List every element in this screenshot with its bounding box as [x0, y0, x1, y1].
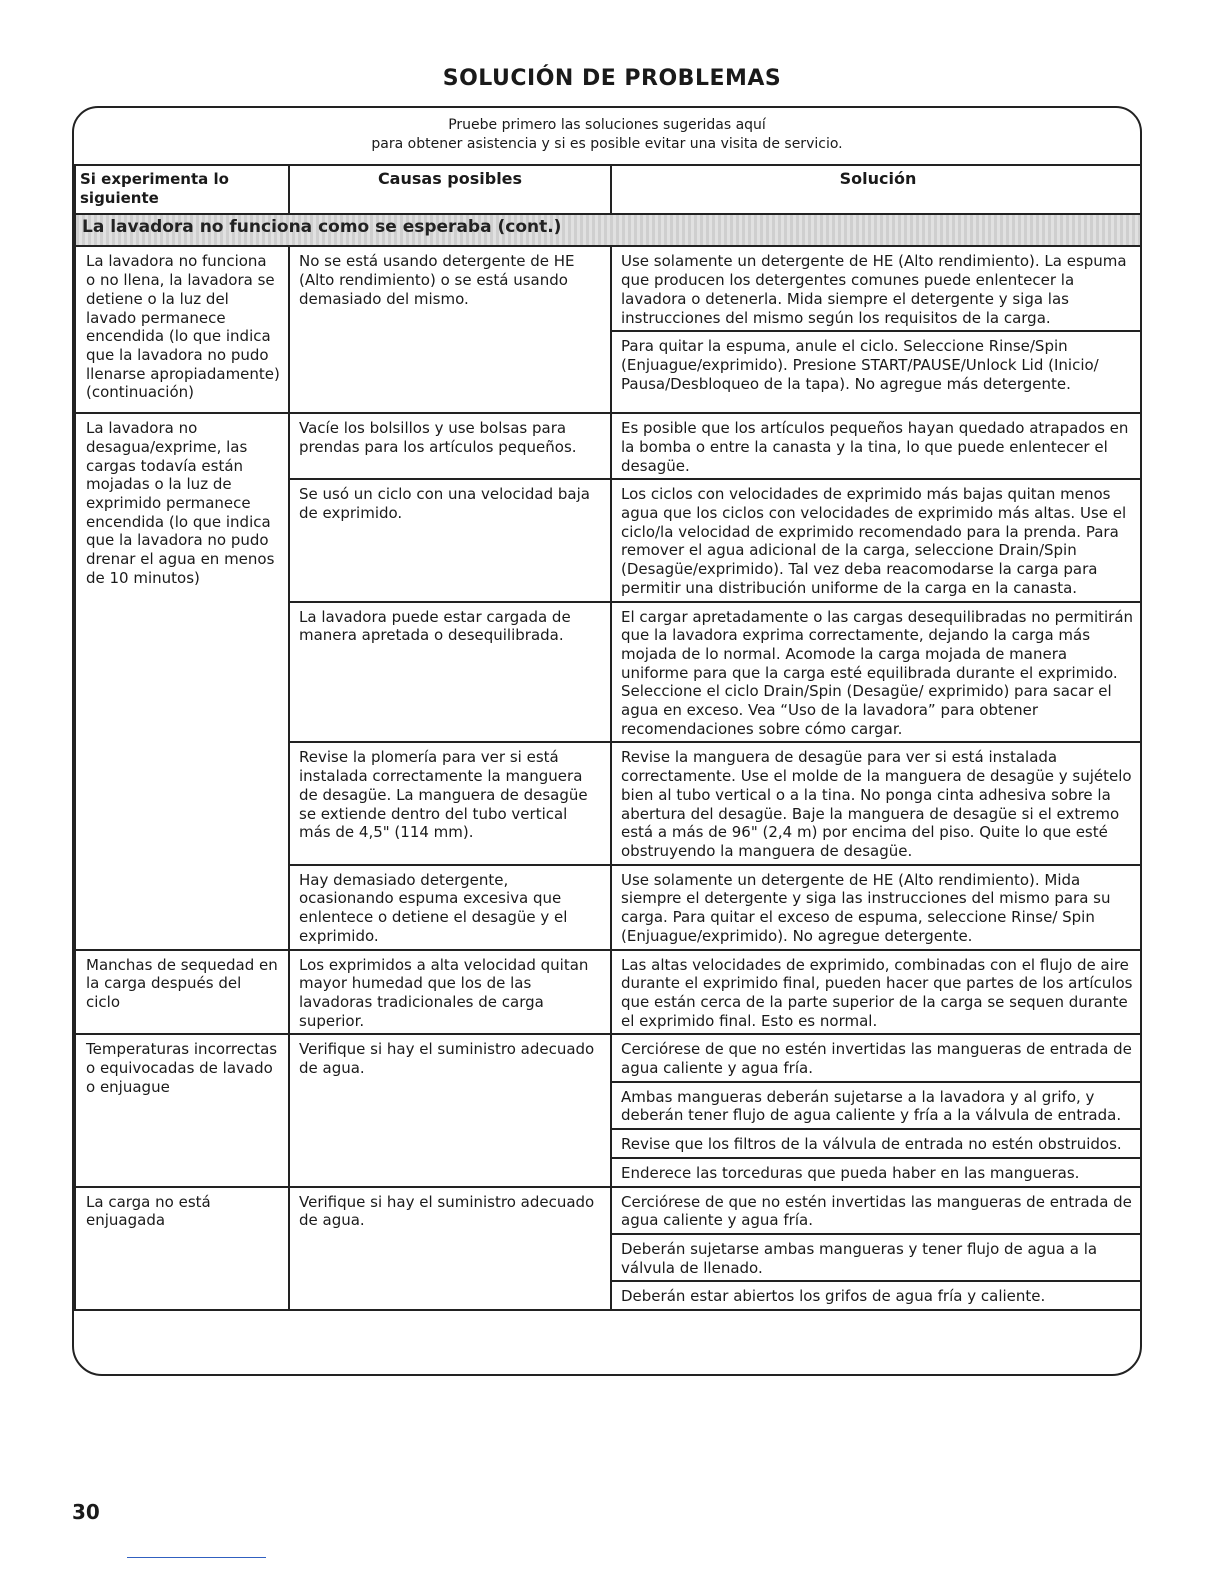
table-row	[75, 246, 1142, 331]
solution-cell: Los ciclos con velocidades de exprimido más bajas quitan menos agua que los ciclos con velocidades de exprimido más altas. Use el ciclo/la velocidad de exprimido recomendado para la prenda. Para remover el agua adicional de la carga, seleccione Drain/Spin (Desagüe/exprimido). Tal vez deba reacomodarse la carga para permitir una distribución uniforme de la carga en la canasta.	[611, 479, 1142, 601]
problem-cell: Temperaturas incorrectas o equivocadas de lavado o enjuague	[75, 1034, 289, 1186]
solution-cell: El cargar apretadamente o las cargas desequilibradas no permitirán que la lavadora exprima correctamente, dejando la carga más mojada de lo normal. Acomode la carga mojada de manera uniforme para que la carga esté equilibrada durante el exprimido. Seleccione el ciclo Drain/Spin (Desagüe/ exprimido) para sacar el agua en exceso. Vea “Uso de la lavadora” para obtener recomendaciones sobre cómo cargar.	[611, 602, 1142, 743]
solution-cell: Es posible que los artículos pequeños hayan quedado atrapados en la bomba o entre la canasta y la tina, lo que puede enlentecer el desagüe.	[611, 413, 1142, 479]
cause-cell: Hay demasiado detergente, ocasionando espuma excesiva que enlentece o detiene el desagüe y el exprimido.	[289, 865, 611, 950]
solution-cell: Cerciórese de que no estén invertidas las mangueras de entrada de agua caliente y agua fría.	[611, 1034, 1142, 1081]
troubleshooting-panel	[72, 106, 1142, 1376]
section-row	[75, 214, 1142, 246]
troubleshooting-table	[74, 164, 1142, 1311]
table-row	[75, 1034, 1142, 1081]
problem-cell: La lavadora no funciona o no llena, la lavadora se detiene o la luz del lavado permanece encendida (lo que indica que la lavadora no pudo llenarse apropiadamente) (continuación)	[75, 246, 289, 413]
page-number: 30	[72, 1500, 100, 1524]
cause-cell: Vacíe los bolsillos y use bolsas para prendas para los artículos pequeños.	[289, 413, 611, 479]
header-row	[75, 165, 1142, 214]
table-row	[75, 413, 1142, 479]
header-causes: Causas posibles	[289, 165, 611, 214]
solution-cell: Las altas velocidades de exprimido, combinadas con el flujo de aire durante el exprimido final, pueden hacer que partes de los artículos que están cerca de la parte superior de la carga se sequen durante el exprimido final. Esto es normal.	[611, 950, 1142, 1035]
cause-cell: Se usó un ciclo con una velocidad baja de exprimido.	[289, 479, 611, 601]
intro-line-2: para obtener asistencia y si es posible evitar una visita de servicio.	[371, 136, 843, 152]
solution-cell: Use solamente un detergente de HE (Alto rendimiento). Mida siempre el detergente y siga las instrucciones del mismo para su carga. Para quitar el exceso de espuma, seleccione Rinse/ Spin (Enjuague/exprimido). No agregue detergente.	[611, 865, 1142, 950]
header-solution: Solución	[611, 165, 1142, 214]
solution-cell: Ambas mangueras deberán sujetarse a la lavadora y al grifo, y deberán tener flujo de agua caliente y fría a la válvula de entrada.	[611, 1082, 1142, 1129]
cause-cell: Verifique si hay el suministro adecuado de agua.	[289, 1187, 611, 1311]
cause-cell: Revise la plomería para ver si está instalada correctamente la manguera de desagüe. La manguera de desagüe se extiende dentro del tubo vertical más de 4,5" (114 mm).	[289, 742, 611, 864]
cause-cell: La lavadora puede estar cargada de manera apretada o desequilibrada.	[289, 602, 611, 743]
problem-cell: Manchas de sequedad en la carga después del ciclo	[75, 950, 289, 1035]
intro-text	[74, 116, 1140, 154]
solution-cell: Cerciórese de que no estén invertidas las mangueras de entrada de agua caliente y agua fría.	[611, 1187, 1142, 1234]
header-problem: Si experimenta lo siguiente	[75, 165, 289, 214]
cause-cell: No se está usando detergente de HE (Alto rendimiento) o se está usando demasiado del mismo.	[289, 246, 611, 413]
problem-cell: La carga no está enjuagada	[75, 1187, 289, 1311]
problem-cell: La lavadora no desagua/exprime, las cargas todavía están mojadas o la luz de exprimido permanece encendida (lo que indica que la lavadora no pudo drenar el agua en menos de 10 minutos)	[75, 413, 289, 949]
table-row	[75, 950, 1142, 1035]
section-title: La lavadora no funciona como se esperaba (cont.)	[75, 214, 1142, 246]
intro-line-1: Pruebe primero las soluciones sugeridas aquí	[448, 117, 766, 133]
solution-cell: Revise que los filtros de la válvula de entrada no estén obstruidos.	[611, 1129, 1142, 1158]
footer-rule	[127, 1557, 266, 1558]
solution-cell: Use solamente un detergente de HE (Alto rendimiento). La espuma que producen los detergentes comunes puede enlentecer la lavadora o detenerla. Mida siempre el detergente y siga las instrucciones del mismo según los requisitos de la carga.	[611, 246, 1142, 331]
solution-cell: Enderece las torceduras que pueda haber en las mangueras.	[611, 1158, 1142, 1187]
solution-cell: Deberán sujetarse ambas mangueras y tener flujo de agua a la válvula de llenado.	[611, 1234, 1142, 1281]
solution-cell: Deberán estar abiertos los grifos de agua fría y caliente.	[611, 1281, 1142, 1310]
cause-cell: Los exprimidos a alta velocidad quitan mayor humedad que los de las lavadoras tradicionales de carga superior.	[289, 950, 611, 1035]
solution-cell: Para quitar la espuma, anule el ciclo. Seleccione Rinse/Spin (Enjuague/exprimido). Presione START/PAUSE/Unlock Lid (Inicio/ Pausa/Desbloqueo de la tapa). No agregue más detergente.	[611, 331, 1142, 413]
page-title: SOLUCIÓN DE PROBLEMAS	[442, 66, 782, 91]
cause-cell: Verifique si hay el suministro adecuado de agua.	[289, 1034, 611, 1186]
table-row	[75, 1187, 1142, 1234]
solution-cell: Revise la manguera de desagüe para ver si está instalada correctamente. Use el molde de la manguera de desagüe y sujételo bien al tubo vertical o a la tina. No ponga cinta adhesiva sobre la abertura del desagüe. Baje la manguera de desagüe si el extremo está a más de 96" (2,4 m) por encima del piso. Quite lo que esté obstruyendo la manguera de desagüe.	[611, 742, 1142, 864]
